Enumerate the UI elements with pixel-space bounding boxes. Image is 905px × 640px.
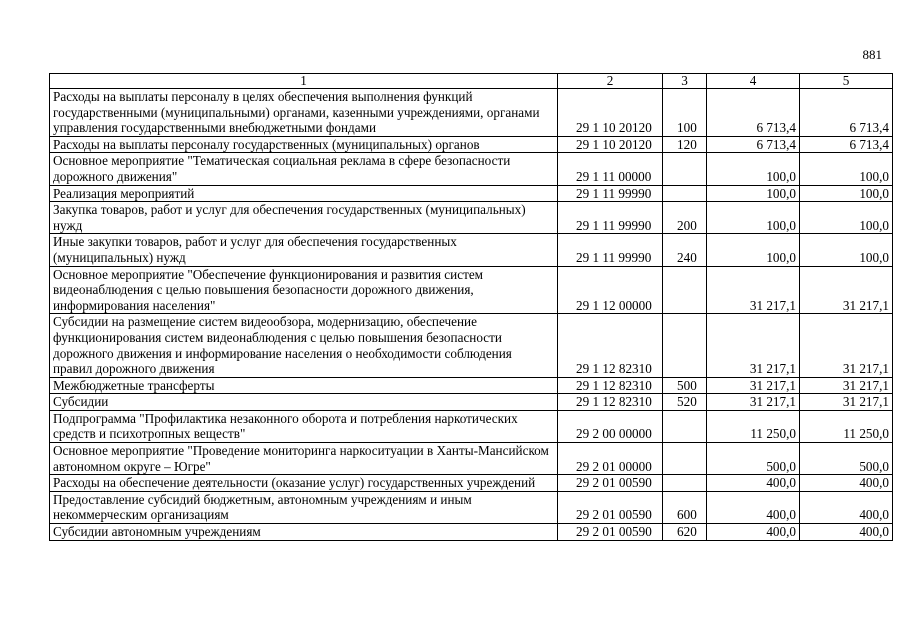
row-expense-type [663, 185, 707, 202]
table-row [50, 136, 893, 153]
row-expense-type: 200 [663, 202, 707, 234]
row-value-4: 100,0 [707, 202, 800, 234]
row-name: Иные закупки товаров, работ и услуг для обеспечения государственных (муниципальных) нужд [50, 234, 558, 266]
table-row [50, 443, 893, 475]
row-value-5: 31 217,1 [800, 377, 893, 394]
table-row [50, 89, 893, 137]
table-row [50, 185, 893, 202]
row-value-4: 400,0 [707, 475, 800, 492]
row-expense-type: 100 [663, 89, 707, 137]
row-name: Основное мероприятие "Проведение мониторинга наркоситуации в Ханты-Мансийском автономном округе – Югре" [50, 443, 558, 475]
table-row [50, 234, 893, 266]
table-row [50, 202, 893, 234]
row-value-4: 400,0 [707, 491, 800, 523]
row-code: 29 1 12 82310 [558, 394, 663, 411]
row-code: 29 1 10 20120 [558, 136, 663, 153]
budget-table [49, 73, 893, 541]
table-row [50, 475, 893, 492]
table-row [50, 394, 893, 411]
table-row [50, 410, 893, 442]
row-name: Расходы на выплаты персоналу государственных (муниципальных) органов [50, 136, 558, 153]
row-name: Реализация мероприятий [50, 185, 558, 202]
row-expense-type [663, 266, 707, 314]
row-code: 29 2 00 00000 [558, 410, 663, 442]
table-row [50, 491, 893, 523]
row-name: Подпрограмма "Профилактика незаконного оборота и потребления наркотических средств и психотропных веществ" [50, 410, 558, 442]
header-col-1: 1 [50, 74, 558, 89]
row-code: 29 1 12 82310 [558, 314, 663, 377]
table-row [50, 377, 893, 394]
page-number: 881 [862, 47, 882, 62]
row-expense-type [663, 314, 707, 377]
row-code: 29 1 11 99990 [558, 234, 663, 266]
row-expense-type: 120 [663, 136, 707, 153]
header-col-4: 4 [707, 74, 800, 89]
row-value-5: 400,0 [800, 491, 893, 523]
row-code: 29 2 01 00000 [558, 443, 663, 475]
row-value-5: 31 217,1 [800, 314, 893, 377]
row-value-5: 400,0 [800, 475, 893, 492]
row-expense-type [663, 410, 707, 442]
table-row [50, 314, 893, 377]
row-code: 29 2 01 00590 [558, 524, 663, 541]
row-code: 29 1 12 00000 [558, 266, 663, 314]
row-value-5: 100,0 [800, 185, 893, 202]
header-col-2: 2 [558, 74, 663, 89]
row-value-5: 400,0 [800, 524, 893, 541]
row-name: Расходы на выплаты персоналу в целях обеспечения выполнения функций государственными (муниципальными) органами, казенными учреждениями, органами управления государственными внебюджетными фондами [50, 89, 558, 137]
table-row [50, 524, 893, 541]
row-value-5: 31 217,1 [800, 266, 893, 314]
row-expense-type: 520 [663, 394, 707, 411]
row-code: 29 1 10 20120 [558, 89, 663, 137]
row-expense-type: 600 [663, 491, 707, 523]
row-value-4: 100,0 [707, 185, 800, 202]
row-expense-type: 500 [663, 377, 707, 394]
row-value-5: 6 713,4 [800, 89, 893, 137]
header-col-5: 5 [800, 74, 893, 89]
row-expense-type: 240 [663, 234, 707, 266]
row-value-5: 100,0 [800, 202, 893, 234]
row-value-4: 100,0 [707, 153, 800, 185]
header-col-3: 3 [663, 74, 707, 89]
row-expense-type [663, 153, 707, 185]
row-name: Субсидии [50, 394, 558, 411]
row-name: Предоставление субсидий бюджетным, автономным учреждениям и иным некоммерческим организациям [50, 491, 558, 523]
row-value-4: 500,0 [707, 443, 800, 475]
row-value-4: 400,0 [707, 524, 800, 541]
row-value-5: 100,0 [800, 234, 893, 266]
row-name: Межбюджетные трансферты [50, 377, 558, 394]
row-code: 29 1 11 00000 [558, 153, 663, 185]
row-code: 29 2 01 00590 [558, 491, 663, 523]
row-value-4: 100,0 [707, 234, 800, 266]
row-name: Основное мероприятие "Тематическая социальная реклама в сфере безопасности дорожного движения" [50, 153, 558, 185]
row-value-5: 6 713,4 [800, 136, 893, 153]
row-name: Субсидии на размещение систем видеообзора, модернизацию, обеспечение функционирования систем видеонаблюдения с целью повышения безопасности дорожного движения и информирование населения о необходимости соблюдения правил дорожного движения [50, 314, 558, 377]
row-value-5: 500,0 [800, 443, 893, 475]
row-value-4: 6 713,4 [707, 89, 800, 137]
row-name: Закупка товаров, работ и услуг для обеспечения государственных (муниципальных) нужд [50, 202, 558, 234]
row-value-5: 11 250,0 [800, 410, 893, 442]
row-value-4: 31 217,1 [707, 314, 800, 377]
row-code: 29 1 11 99990 [558, 185, 663, 202]
header-row [50, 74, 893, 89]
budget-table-body [50, 74, 893, 541]
row-value-4: 11 250,0 [707, 410, 800, 442]
row-value-5: 31 217,1 [800, 394, 893, 411]
row-name: Субсидии автономным учреждениям [50, 524, 558, 541]
row-code: 29 1 12 82310 [558, 377, 663, 394]
row-value-4: 6 713,4 [707, 136, 800, 153]
row-code: 29 1 11 99990 [558, 202, 663, 234]
row-code: 29 2 01 00590 [558, 475, 663, 492]
row-value-4: 31 217,1 [707, 377, 800, 394]
table-row [50, 153, 893, 185]
row-value-4: 31 217,1 [707, 394, 800, 411]
row-name: Основное мероприятие "Обеспечение функционирования и развития систем видеонаблюдения с целью повышения безопасности дорожного движения, информирования населения" [50, 266, 558, 314]
row-value-4: 31 217,1 [707, 266, 800, 314]
table-row [50, 266, 893, 314]
row-expense-type: 620 [663, 524, 707, 541]
row-name: Расходы на обеспечение деятельности (оказание услуг) государственных учреждений [50, 475, 558, 492]
row-value-5: 100,0 [800, 153, 893, 185]
row-expense-type [663, 443, 707, 475]
row-expense-type [663, 475, 707, 492]
